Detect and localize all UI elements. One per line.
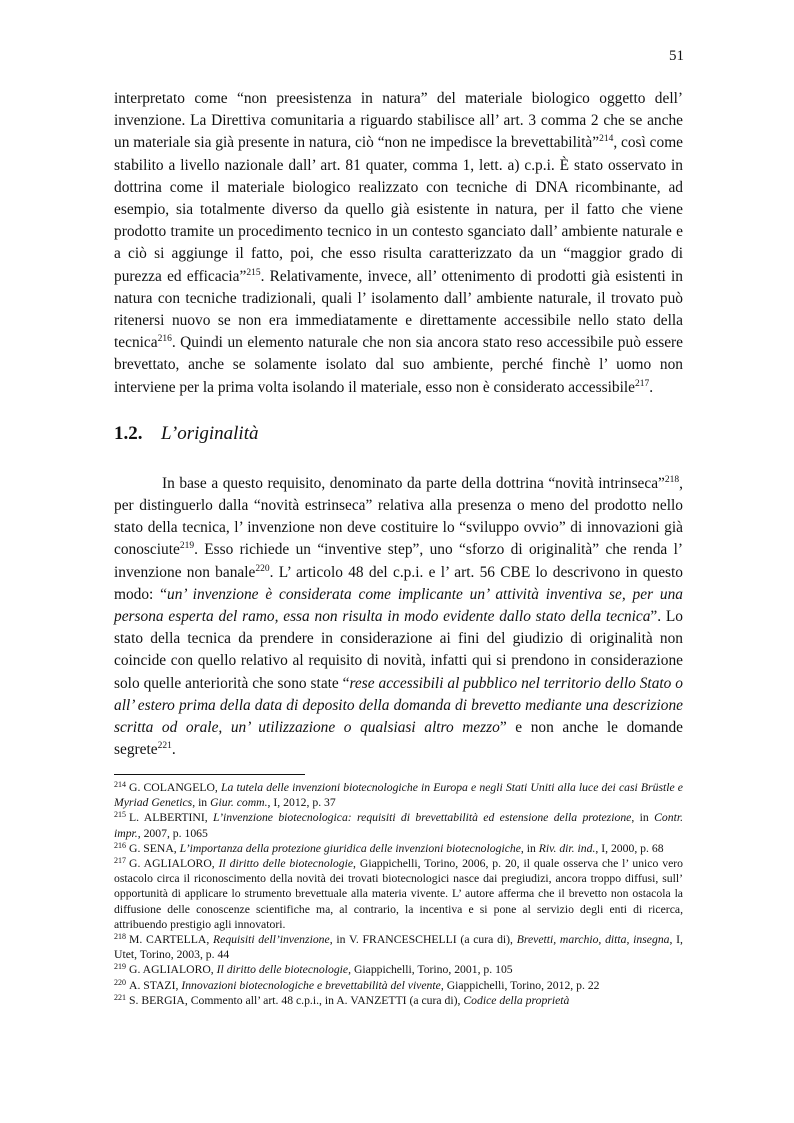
footnote-220: $^{220}$ A. STAZI, Innovazioni biotecnologiche e brevettabilità del vivente, Giappichelli, Torino, 2012, p. 22 bbox=[114, 977, 600, 992]
section-number: 1.2. bbox=[114, 422, 143, 444]
footnote-218: $^{218}$ M. CARTELLA, Requisiti dell’invenzione, in V. FRANCESCHELLI (a cura di), Brevetti, marchio, ditta, insegna, I, Utet, Torino, 2003, p. 44 bbox=[114, 932, 683, 962]
law-quote-art-48: un’ invenzione è considerata come implicante un’ attività inventiva se, per una persona esperta del ramo, essa non risulta in modo evidente dallo stato della tecnica bbox=[114, 585, 683, 626]
footnote-divider bbox=[114, 774, 305, 775]
section-heading bbox=[114, 422, 683, 446]
footnote-219: $^{219}$ G. AGLIALORO, Il diritto delle biotecnologie, Giappichelli, Torino, 2001, p. 105 bbox=[114, 962, 513, 977]
footnote-ref-220[interactable]: 220 bbox=[255, 563, 270, 574]
originality-paragraph: In base a questo requisito, denominato da parte della dottrina “novità intrinseca”$^{218}$, per distinguerlo dalla “novità estrinseca” relativa alla presenza o meno del prodotto nello stato della tecnica, l’ invenzione non deve costituire lo “sviluppo ovvio” di innovazioni già conosciute$^{219}$. Esso richiede un “inventive step”, uno “sforzo di originalità” che renda l’ invenzione non banale$^{220}$. L’ articolo 48 del c.p.i. e l’ art. 56 CBE lo descrivono in questo modo: “un’ invenzione è considerata come implicante un’ attività inventiva se, per una persona esperta del ramo, essa non risulta in modo evidente dallo stato della tecnica”. Lo stato della tecnica da prendere in considerazione ai fini del giudizio di originalità non coincide con quello relativo al requisito di novità, infatti qui si prendono in considerazione solo quelle anteriorità che sono state “rese accessibili al pubblico nel territorio dello Stato o all’ estero prima della data di deposito della domanda di brevetto mediante una descrizione scritta od orale, un’ utilizzazione o qualsiasi altro mezzo” e non anche le domande segrete$^{221}$. bbox=[114, 474, 683, 759]
footnote-ref-215[interactable]: 215 bbox=[246, 267, 261, 278]
main-text bbox=[114, 88, 683, 761]
footnote-ref-221[interactable]: 221 bbox=[157, 741, 172, 752]
footnote-ref-214[interactable]: 214 bbox=[599, 134, 614, 145]
footnote-217: $^{217}$ G. AGLIALORO, Il diritto delle biotecnologie, Giappichelli, Torino, 2006, p. 20, il quale osserva che l’ unico vero ostacolo circa il riconoscimento della novità dei trovati biotecnologici nasce dai pregiudizi, ancora troppo diffusi, sull’ opportunità di applicare lo strumento brevettuale alla materia vivente. L’ autore afferma che il brevetto non ostacola la diffusione delle conoscenze scientifiche ma, al contrario, la incentiva e si pone al servizio degli enti di ricerca, attribuendo prestigio agli innovatori. bbox=[114, 856, 683, 931]
footnotes bbox=[114, 780, 683, 1008]
law-quote-prior-art: rese accessibili al pubblico nel territorio dello Stato o all’ estero prima della data di deposito della domanda di brevetto mediante una descrizione scritta od orale, un’ utilizzazione o qualsiasi altro mezzo bbox=[114, 674, 683, 737]
footnote-215: $^{215}$ L. ALBERTINI, L’invenzione biotecnologica: requisiti di brevettabilità ed estensione della protezione, in Contr. impr., 2007, p. 1065 bbox=[114, 810, 683, 840]
footnote-ref-219[interactable]: 219 bbox=[179, 541, 195, 552]
footnote-ref-217[interactable]: 217 bbox=[634, 378, 650, 389]
footnote-ref-218[interactable]: 218 bbox=[664, 474, 680, 485]
footnote-ref-216[interactable]: 216 bbox=[157, 334, 172, 345]
footnote-221: $^{221}$ S. BERGIA, Commento all’ art. 48 c.p.i., in A. VANZETTI (a cura di), Codice della proprietà bbox=[114, 992, 570, 1007]
intro-paragraph: interpretato come “non preesistenza in natura” del materiale biologico oggetto dell’ invenzione. La Direttiva comunitaria a riguardo stabilisce all’ art. 3 comma 2 che se anche un materiale sia già presente in natura, ciò “non ne impedisce la brevettabilità”$^{214}$, così come stabilito a livello nazionale dall’ art. 81 quater, comma 1, lett. a) c.p.i. È stato osservato in dottrina come il materiale biologico realizzato con tecniche di DNA ricombinante, ad esempio, sia totalmente diverso da quello già esistente in natura, per il fatto che viene prodotto tramite un procedimento tecnico in un contesto sganciato dall’ ambiente naturale e a ciò si aggiunge il fatto, poi, che esso risulta caratterizzato da un “maggior grado di purezza ed efficacia”$^{215}$. Relativamente, invece, all’ ottenimento di prodotti già esistenti in natura con tecniche tradizionali, quali l’ isolamento dall’ ambiente naturale, il trovato può ritenersi nuovo se non era immediatamente e direttamente accessibile nello stato della tecnica$^{216}$. Quindi un elemento naturale che non sia ancora stato reso accessibile può essere brevettato, anche se solamente isolato dal suo ambiente, perché finchè l’ uomo non interviene per la prima volta isolando il materiale, esso non è considerato accessibile$^{217}$. bbox=[114, 90, 683, 396]
footnote-216: $^{216}$ G. SENA, L’importanza della protezione giuridica delle invenzioni biotecnologiche, in Riv. dir. ind., I, 2000, p. 68 bbox=[114, 840, 664, 855]
footnote-214: $^{214}$ G. COLANGELO, La tutela delle invenzioni biotecnologiche in Europa e negli Stati Uniti alla luce dei casi Brüstle e Myriad Genetics, in Giur. comm., I, 2012, p. 37 bbox=[114, 780, 683, 810]
section-title: L’originalità bbox=[161, 422, 259, 444]
page-number: 51 bbox=[669, 48, 684, 64]
